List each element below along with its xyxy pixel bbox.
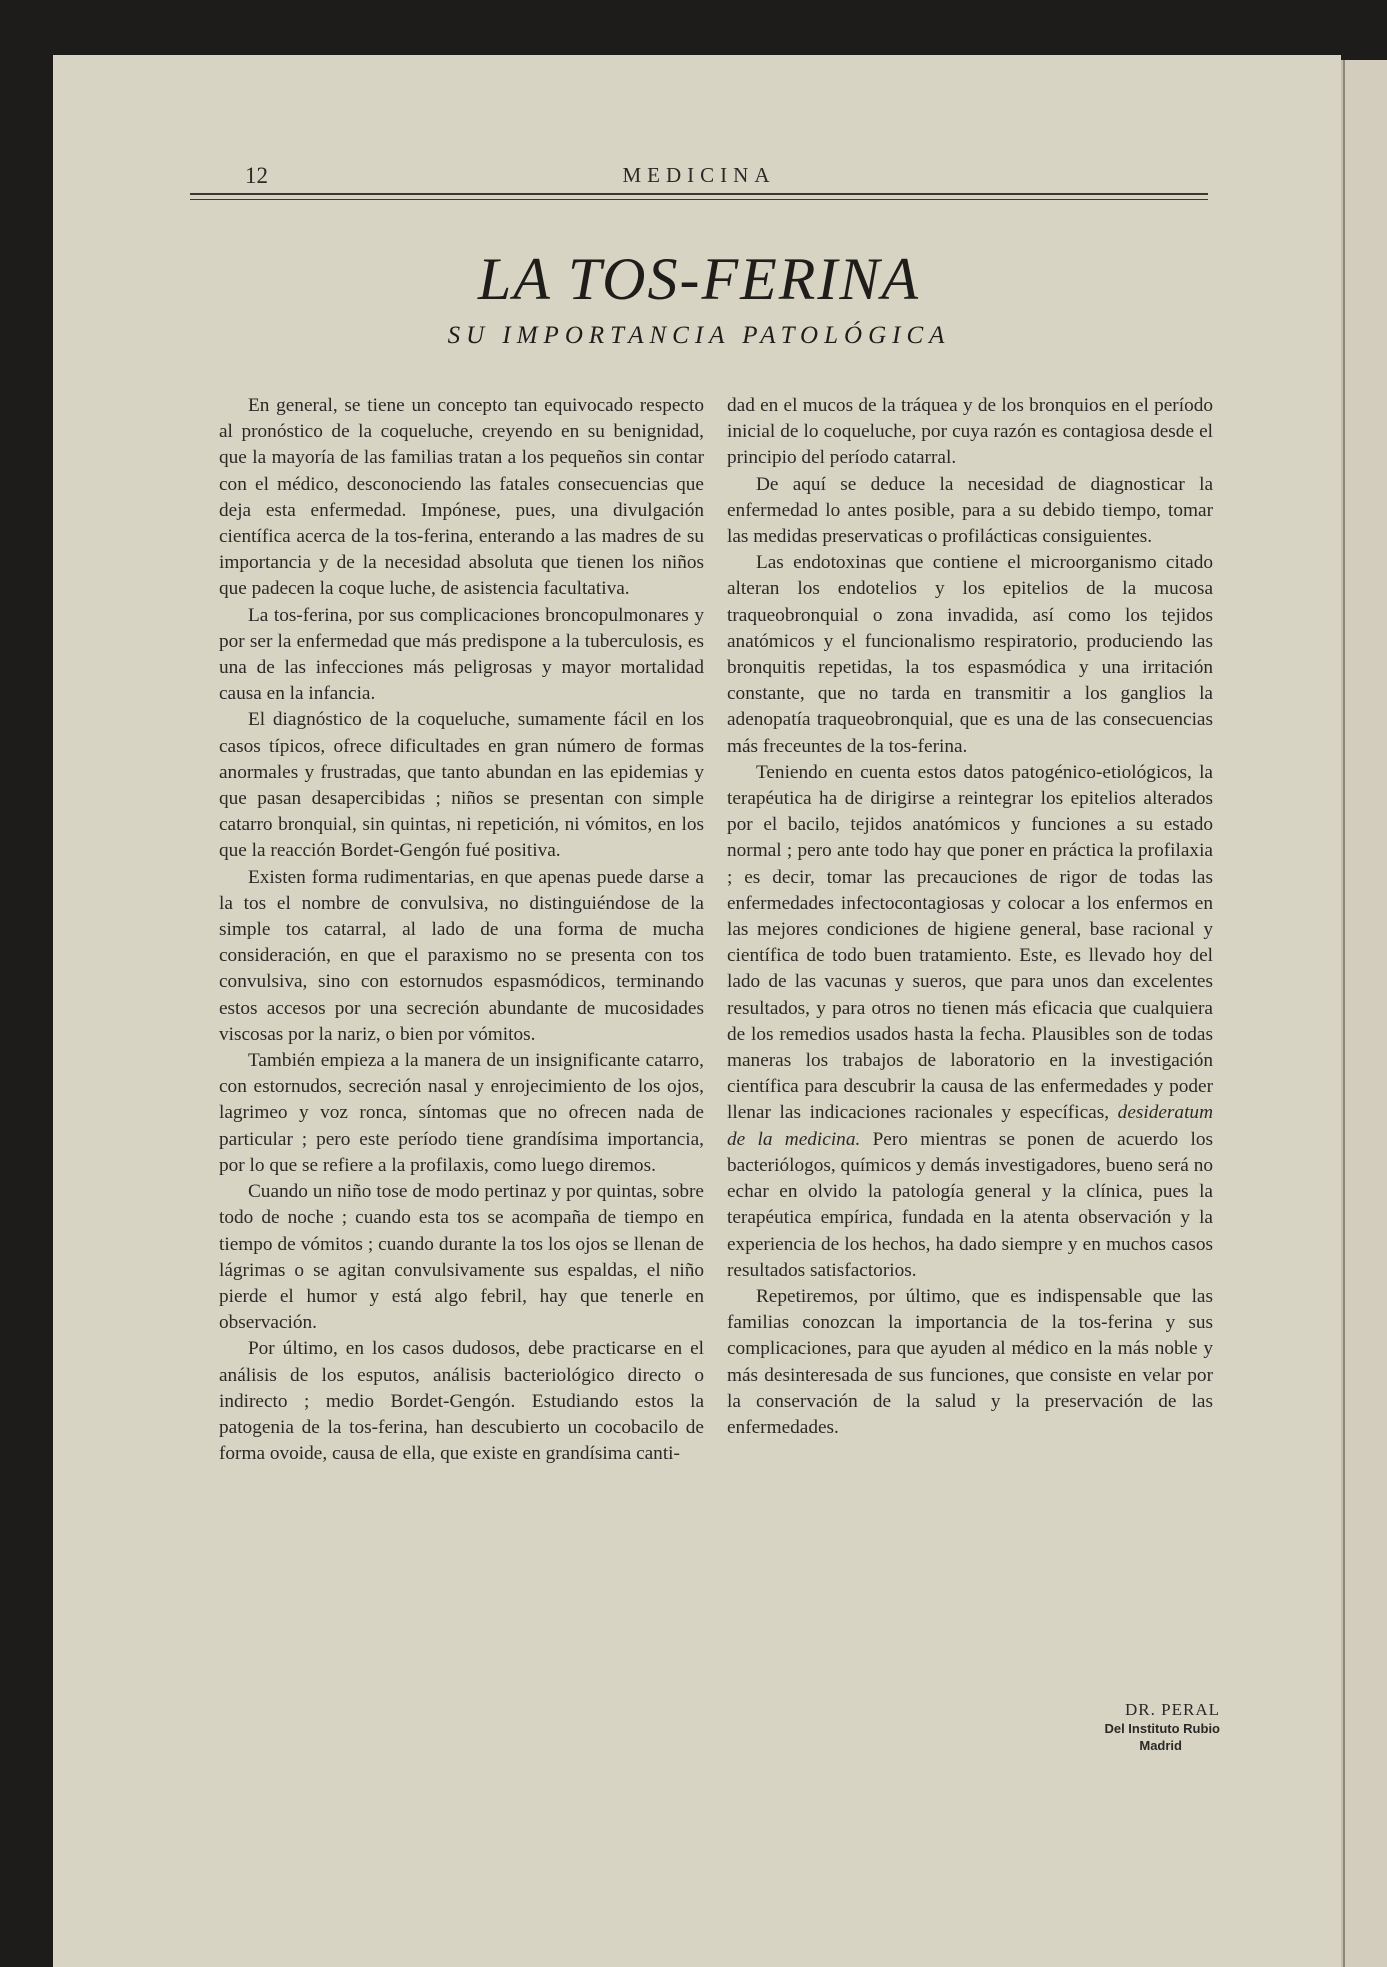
paragraph: El diagnóstico de la coqueluche, sumamente fácil en los casos típicos, ofrece dificultades en gran número de formas anormales y frustradas, que tanto abundan en las epidemias y que pasan desapercibidas ; niños se presentan con simple catarro bronquial, sin quintas, ni repetición, ni vómitos, en los que la reacción Bordet-Gengón fué positiva. (219, 709, 704, 862)
journal-title: MEDICINA (622, 163, 776, 187)
paragraph: Las endotoxinas que contiene el microorganismo citado alteran los endotelios y los epitelios de la mucosa traqueobronquial o zona invadida, así como los tejidos anatómicos y el funcionalismo respiratorio, produciendo las bronquitis repetidas, la tos espasmódica y una irritación constante, que no tarda en transmitir a los ganglios la adenopatía traqueobronquial, que es una de las consecuencias más freceuntes de la tos-ferina. (727, 552, 1213, 757)
author-institution: Del Instituto Rubio (1104, 1721, 1220, 1736)
author-signature (1030, 1700, 1220, 1754)
paragraph: Cuando un niño tose de modo pertinaz y por quintas, sobre todo de noche ; cuando esta tos se acompaña de tiempo en tiempo de vómitos ; cuando durante la tos los ojos se llenan de lágrimas o se agitan convulsivamente sus espaldas, el niño pierde el humor y está algo febril, hay que tenerle en observación. (219, 1181, 704, 1334)
paragraph: En general, se tiene un concepto tan equivocado respecto al pronóstico de la coqueluche, creyendo en su benignidad, que la mayoría de las familias tratan a los pequeños sin contar con el médico, desconociendo las fatales consecuencias que deja esta enfermedad. Impónese, pues, una divulgación científica acerca de la tos-ferina, enterando a las madres de su importancia y de la necesidad absoluta que tienen los niños que padecen la coque luche, de asistencia facultativa. (219, 395, 704, 600)
paragraph: Por último, en los casos dudosos, debe practicarse en el análisis de los esputos, análisis bacteriológico directo o indirecto ; medio Bordet-Gengón. Estudiando estos la patogenia de la tos-ferina, han descubierto un cocobacilo de forma ovoide, causa de ella, que existe en grandísima canti- (219, 1338, 704, 1465)
paragraph-text-after: Pero mientras se ponen de acuerdo los bacteriólogos, químicos y demás investigadores, bueno será no echar en olvido la patología general y la clínica, pues la terapéutica empírica, fundada en la atenta observación y la experiencia de los hechos, ha dado siempre y en muchos casos resultados satisfactorios. (727, 1128, 1213, 1281)
author-name: DR. PERAL (1125, 1700, 1220, 1719)
left-column (219, 393, 704, 1467)
paragraph: De aquí se deduce la necesidad de diagnosticar la enfermedad lo antes posible, para a su debido tiempo, tomar las medidas preservaticas o profilácticas consiguientes. (727, 473, 1213, 548)
page-number: 12 (245, 163, 268, 188)
paragraph-text: Teniendo en cuenta estos datos patogénico-etiológicos, la terapéutica ha de dirigirse a reintegrar los epitelios alterados por el bacilo, tejidos anatómicos y funciones a su estado normal ; pero ante todo hay que poner en práctica la profilaxia ; es decir, tomar las precauciones de rigor de todas las enfermedades infectocontagiosas y colocar a los enfermos en las mejores condiciones de higiene general, base racional y científica de todo buen tratamiento. Este, es llevado hoy del lado de las vacunas y sueros, que para unos dan excelentes resultados, y para otros no tienen más eficacia que cualquiera de los remedios usados hasta la fecha. Plausibles son de todas maneras los trabajos de laboratorio en la investigación científica para descubrir la causa de las enfermedades y poder llenar las indicaciones racionales y específicas, (727, 761, 1213, 1124)
running-header (190, 163, 1208, 193)
paragraph: La tos-ferina, por sus complicaciones broncopulmonares y por ser la enfermedad que más predispone a la tuberculosis, es una de las infecciones más peligrosas y mayor mortalidad causa en la infancia. (219, 604, 704, 705)
italic-phrase: desideratum de la medicina. (727, 1102, 1213, 1150)
paragraph: También empieza a la manera de un insignificante catarro, con estornudos, secreción nasal y enrojecimiento de los ojos, lagrimeo y voz ronca, síntomas que no ofrecen nada de particular ; pero este período tiene grandísima importancia, por lo que se refiere a la profilaxis, como luego diremos. (219, 1050, 704, 1176)
paragraph: Repetiremos, por último, que es indispensable que las familias conozcan la importancia de la tos-ferina y sus complicaciones, para que ayuden al médico en la más noble y más desinteresada de sus funciones, que consiste en velar por la conservación de la salud y la preservación de las enfermedades. (727, 1285, 1213, 1438)
paragraph-with-italic (727, 760, 1213, 1284)
paragraph: Existen forma rudimentarias, en que apenas puede darse a la tos el nombre de convulsiva, no distinguiéndose de la simple tos catarral, al lado de una forma de mucha consideración, en que el paraxismo no se presenta con tos convulsiva, sino con estornudos espasmódicos, terminando estos accesos por una secreción abundante de mucosidades viscosas por la nariz, o bien por vómitos. (219, 866, 704, 1045)
author-city: Madrid (1139, 1738, 1182, 1753)
paragraph-continuation: dad en el mucos de la tráquea y de los bronquios en el período inicial de lo coqueluche, por cuya razón es contagiosa desde el principio del período catarral. (727, 395, 1213, 469)
header-rule-thin (190, 199, 1208, 200)
article-title: LA TOS-FERINA (477, 246, 921, 312)
facing-page-edge (1343, 60, 1387, 1967)
article-subtitle: SU IMPORTANCIA PATOLÓGICA (447, 322, 951, 349)
right-column (727, 393, 1213, 1441)
header-rule (190, 193, 1208, 195)
